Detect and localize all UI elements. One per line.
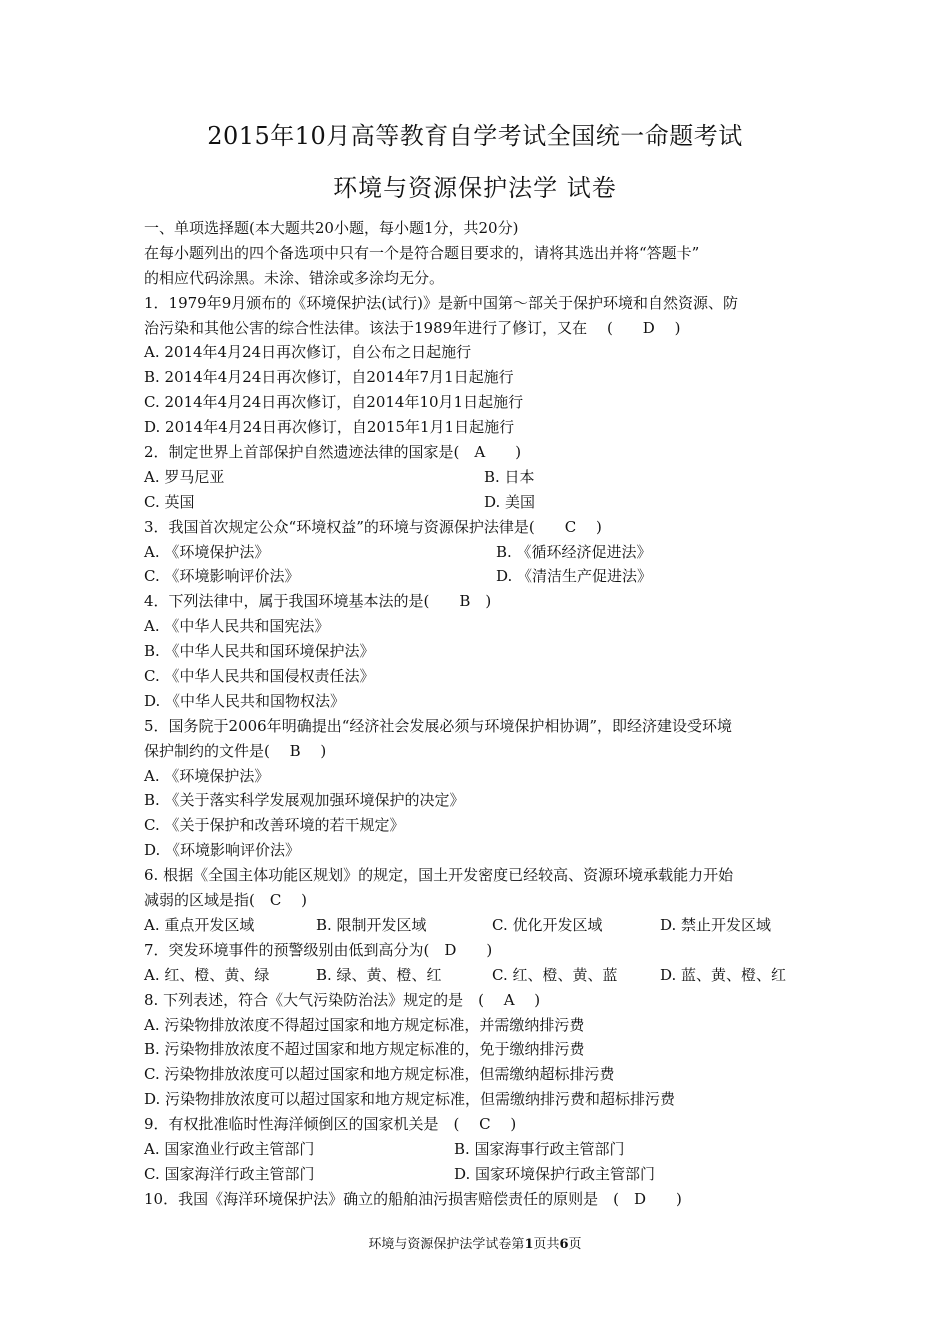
option-a: A. 《环境保护法》 <box>144 542 270 561</box>
option-row <box>144 1162 824 1187</box>
question-stem: 8. 下列表述，符合《大气污染防治法》规定的是 ( A ) <box>144 990 541 1009</box>
question-stem: 1．1979年9月颁布的《环境保护法(试行)》是新中国第～部关于保护环境和自然资源、防 <box>144 293 738 312</box>
option-d: D. 2014年4月24日再次修订，自2015年1月1日起施行 <box>144 418 515 437</box>
option-a: A. 《环境保护法》 <box>144 766 270 785</box>
option-a: A. 红、橙、黄、绿 <box>144 965 270 984</box>
question-stem: 治污染和其他公害的综合性法律。该法于1989年进行了修订，又在 ( D ) <box>144 318 681 337</box>
question-stem: 3．我国首次规定公众“环境权益”的环境与资源保护法律是( C ) <box>144 517 602 536</box>
footer-total-pages: 6 <box>559 1237 569 1252</box>
exam-subtitle: 环境与资源保护法学 试卷 <box>333 174 617 202</box>
footer-middle: 页共 <box>533 1237 560 1252</box>
question-stem: 6. 根据《全国主体功能区规划》的规定，国土开发密度已经较高、资源环境承载能力开始 <box>144 866 734 885</box>
option-b: B. 《循环经济促进法》 <box>496 542 652 561</box>
section-instruction: 的相应代码涂黑。未涂、错涂或多涂均无分。 <box>144 268 445 287</box>
exam-title: 2015年10月高等教育自学考试全国统一命题考试 <box>207 122 743 150</box>
option-c: C. 英国 <box>144 492 195 511</box>
question-stem: 7．突发环境事件的预警级别由低到高分为( D ) <box>144 940 493 959</box>
option-row <box>144 1137 824 1162</box>
option-row <box>144 963 824 988</box>
option-c: C. 国家海洋行政主管部门 <box>144 1164 315 1183</box>
option-b: B. 《关于落实科学发展观加强环境保护的决定》 <box>144 791 465 810</box>
question-stem: 4．下列法律中，属于我国环境基本法的是( B ) <box>144 592 492 611</box>
exam-content <box>144 216 824 1212</box>
footer-suffix: 页 <box>568 1237 582 1252</box>
option-a: A. 罗马尼亚 <box>144 467 225 486</box>
section-instruction: 在每小题列出的四个备选项中只有一个是符合题目要求的，请将其选出并将“答题卡” <box>144 243 700 262</box>
option-d: D. 《清洁生产促进法》 <box>496 567 653 586</box>
option-d: D. 《环境影响评价法》 <box>144 841 301 860</box>
option-b: B. 污染物排放浓度不超过国家和地方规定标准的，免于缴纳排污费 <box>144 1040 585 1059</box>
option-c: C. 《环境影响评价法》 <box>144 567 300 586</box>
option-d: D. 禁止开发区域 <box>660 915 772 934</box>
footer-page-number: 1 <box>524 1237 534 1252</box>
option-row <box>144 564 824 589</box>
question-stem: 2．制定世界上首部保护自然遗迹法律的国家是( A ) <box>144 443 522 462</box>
option-row <box>144 540 824 565</box>
option-b: B. 绿、黄、橙、红 <box>316 965 442 984</box>
option-row <box>144 490 824 515</box>
option-b: B. 2014年4月24日再次修订，自2014年7月1日起施行 <box>144 368 514 387</box>
option-c: C. 优化开发区域 <box>492 915 603 934</box>
question-stem: 10．我国《海洋环境保护法》确立的船舶油污损害赔偿责任的原则是 ( D ) <box>144 1189 682 1208</box>
option-c: C. 2014年4月24日再次修订，自2014年10月1日起施行 <box>144 393 524 412</box>
option-row <box>144 465 824 490</box>
option-d: D. 《中华人民共和国物权法》 <box>144 691 346 710</box>
option-a: A. 2014年4月24日再次修订，自公布之日起施行 <box>144 343 472 362</box>
option-c: C. 《中华人民共和国侵权责任法》 <box>144 667 375 686</box>
option-b: B. 日本 <box>484 467 535 486</box>
footer-prefix: 环境与资源保护法学试卷第 <box>368 1237 525 1252</box>
question-stem: 5．国务院于2006年明确提出“经济社会发展必须与环境保护相协调”，即经济建设受环境 <box>144 716 733 735</box>
option-a: A. 《中华人民共和国宪法》 <box>144 617 330 636</box>
option-b: B. 《中华人民共和国环境保护法》 <box>144 642 375 661</box>
option-a: A. 重点开发区域 <box>144 915 255 934</box>
question-stem: 保护制约的文件是( B ) <box>144 741 327 760</box>
option-c: C. 《关于保护和改善环境的若干规定》 <box>144 816 405 835</box>
option-d: D. 国家环境保护行政主管部门 <box>454 1164 656 1183</box>
option-c: C. 污染物排放浓度可以超过国家和地方规定标准，但需缴纳超标排污费 <box>144 1065 615 1084</box>
option-d: D. 蓝、黄、橙、红 <box>660 965 787 984</box>
option-b: B. 国家海事行政主管部门 <box>454 1139 625 1158</box>
option-row <box>144 913 824 938</box>
section-heading: 一、单项选择题(本大题共20小题，每小题1分，共20分) <box>144 219 519 237</box>
page-footer <box>0 1233 950 1252</box>
question-stem: 9．有权批准临时性海洋倾倒区的国家机关是 ( C ) <box>144 1115 517 1134</box>
question-stem: 减弱的区域是指( C ) <box>144 891 307 910</box>
option-d: D. 污染物排放浓度可以超过国家和地方规定标准，但需缴纳排污费和超标排污费 <box>144 1090 676 1109</box>
option-a: A. 污染物排放浓度不得超过国家和地方规定标准，并需缴纳排污费 <box>144 1015 585 1034</box>
option-b: B. 限制开发区域 <box>316 915 427 934</box>
option-d: D. 美国 <box>484 492 536 511</box>
option-c: C. 红、橙、黄、蓝 <box>492 965 618 984</box>
option-a: A. 国家渔业行政主管部门 <box>144 1139 315 1158</box>
